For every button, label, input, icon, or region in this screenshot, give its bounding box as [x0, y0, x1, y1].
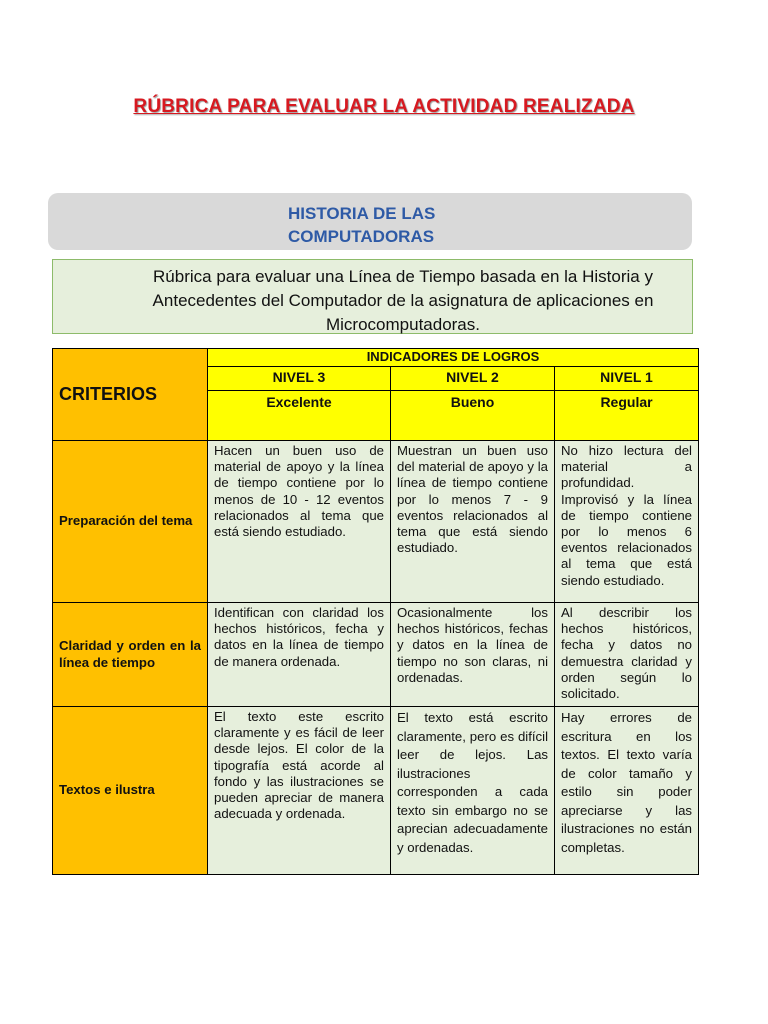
topic-banner	[48, 193, 692, 250]
rubric-cell: Al describir los hechos históricos, fecha y datos no demuestra claridad y orden según lo solicitado.	[555, 603, 699, 707]
criteria-header: CRITERIOS	[53, 349, 208, 441]
table-row	[53, 707, 699, 875]
level-1-header: NIVEL 1	[555, 367, 699, 391]
table-row	[53, 441, 699, 603]
rubric-cell: Ocasionalmente los hechos históricos, fechas y datos en la línea de tiempo no son claras, ni ordenadas.	[391, 603, 555, 707]
rubric-cell: Muestran un buen uso del material de apoyo y la línea de tiempo contiene por lo menos 7 - 9 eventos relacionados al tema que está siendo estudiado.	[391, 441, 555, 603]
document-title: RÚBRICA PARA EVALUAR LA ACTIVIDAD REALIZADA	[133, 96, 635, 117]
table-row	[53, 603, 699, 707]
criterion-cell: Preparación del tema	[53, 441, 208, 603]
rubric-table	[52, 348, 699, 875]
rubric-cell: Hay errores de escritura en los textos. El texto varía de color tamaño y estilo sin poder apreciarse y las ilustraciones no están completas.	[555, 707, 699, 875]
level-2-header: NIVEL 2	[391, 367, 555, 391]
rubric-cell: Identifican con claridad los hechos históricos, fecha y datos en la línea de tiempo de manera ordenada.	[208, 603, 391, 707]
level-2-quality: Bueno	[391, 391, 555, 441]
level-3-header: NIVEL 3	[208, 367, 391, 391]
level-3-quality: Excelente	[208, 391, 391, 441]
topic-title: HISTORIA DE LAS COMPUTADORAS	[288, 204, 436, 246]
criterion-cell: Textos e ilustra	[53, 707, 208, 875]
rubric-cell: No hizo lectura del material a profundidad. Improvisó y la línea de tiempo contiene por lo menos 6 eventos relacionados al tema que está siendo estudiado.	[555, 441, 699, 603]
criterion-cell: Claridad y orden en la línea de tiempo	[53, 603, 208, 707]
rubric-cell: Hacen un buen uso de material de apoyo y la línea de tiempo contiene por lo menos de 10 - 12 eventos relacionados al tema que está siendo estudiado.	[208, 441, 391, 603]
level-1-quality: Regular	[555, 391, 699, 441]
rubric-cell: El texto está escrito claramente, pero es difícil leer de lejos. Las ilustraciones corresponden a cada texto sin embargo no se aprecian adecuadamente y ordenadas.	[391, 707, 555, 875]
description-box	[52, 259, 693, 334]
rubric-cell: El texto este escrito claramente y es fácil de leer desde lejos. El color de la tipografía está acorde al fondo y las ilustraciones se pueden apreciar de manera adecuada y ordenada.	[208, 707, 391, 875]
description-text: Rúbrica para evaluar una Línea de Tiempo basada en la Historia y Antecedentes del Computador de la asignatura de aplicaciones en Microcomputadoras.	[152, 267, 654, 334]
indicators-header: INDICADORES DE LOGROS	[208, 349, 699, 367]
